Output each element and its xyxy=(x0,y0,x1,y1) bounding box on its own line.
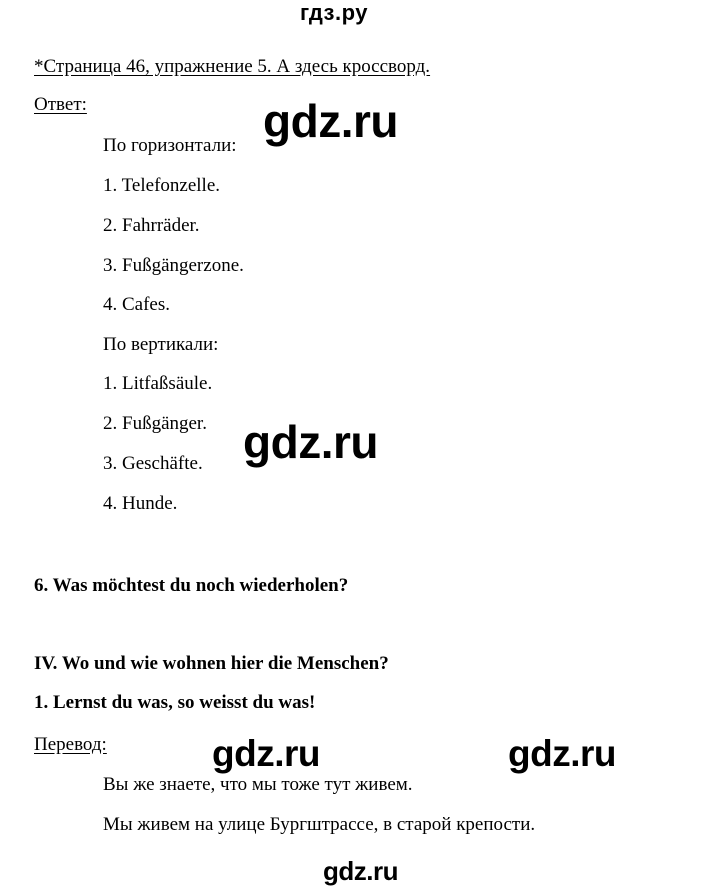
watermark: gdz.ru xyxy=(508,733,616,774)
translation-line: Вы же знаете, что мы тоже тут живем. xyxy=(103,774,413,795)
watermark: gdz.ru xyxy=(243,416,378,468)
site-title: гдз.ру xyxy=(300,0,368,25)
horizontal-item: 2. Fahrräder. xyxy=(103,215,200,236)
vertical-heading: По вертикали: xyxy=(103,334,219,355)
section-6-title: 6. Was möchtest du noch wiederholen? xyxy=(34,575,349,596)
horizontal-heading: По горизонтали: xyxy=(103,135,237,156)
exercise-reference: *Страница 46, упражнение 5. А здесь кроссворд. xyxy=(34,56,431,77)
horizontal-item: 1. Telefonzelle. xyxy=(103,175,221,196)
watermark: gdz.ru xyxy=(212,733,320,774)
watermark: gdz.ru xyxy=(263,95,398,147)
translation-line: Мы живем на улице Бургштрассе, в старой крепости. xyxy=(103,814,536,835)
translation-label: Перевод: xyxy=(34,734,107,755)
horizontal-item: 3. Fußgängerzone. xyxy=(103,255,244,276)
section-4-1-title: 1. Lernst du was, so weisst du was! xyxy=(34,692,316,713)
vertical-item: 2. Fußgänger. xyxy=(103,413,207,434)
watermark: gdz.ru xyxy=(323,856,398,886)
vertical-item: 4. Hunde. xyxy=(103,493,178,514)
horizontal-item: 4. Cafes. xyxy=(103,294,171,315)
answer-label: Ответ: xyxy=(34,94,87,115)
vertical-item: 1. Litfaßsäule. xyxy=(103,373,213,394)
section-4-title: IV. Wo und wie wohnen hier die Menschen? xyxy=(34,653,389,674)
vertical-item: 3. Geschäfte. xyxy=(103,453,203,474)
